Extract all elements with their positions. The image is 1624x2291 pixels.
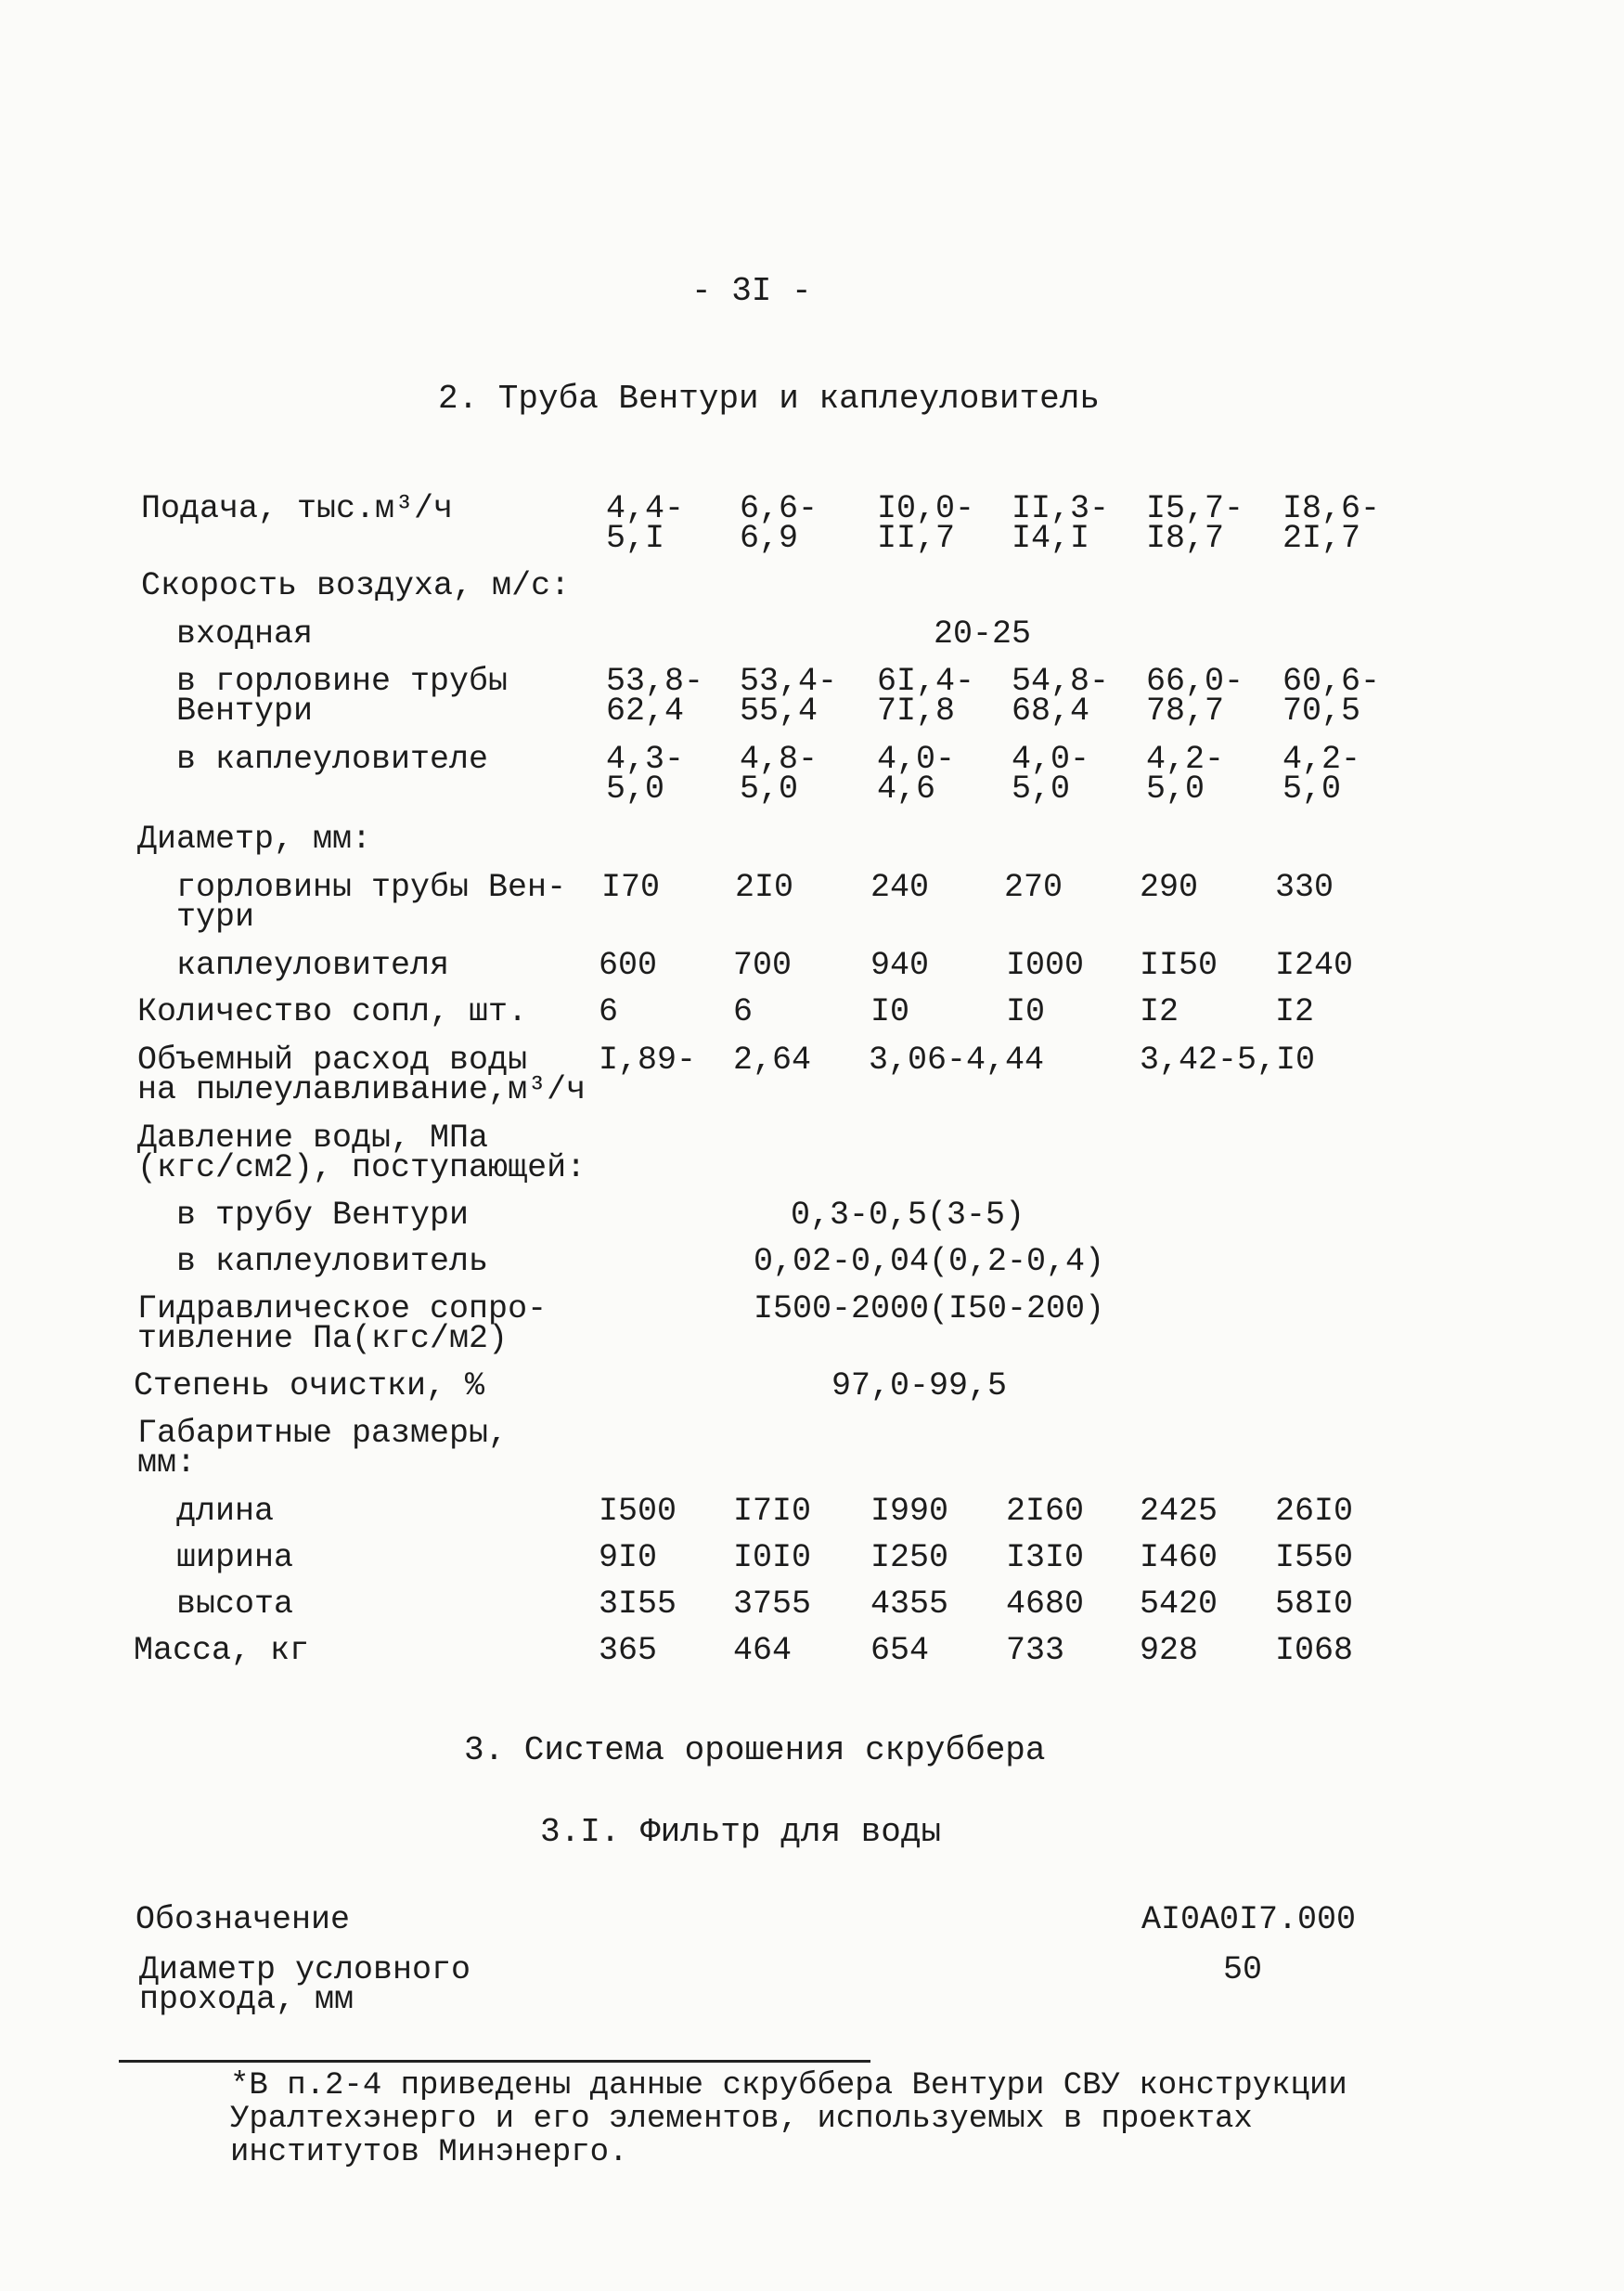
podacha-value: I0,0- II,7 bbox=[877, 490, 975, 557]
d-gorloviny-value: 290 bbox=[1140, 869, 1199, 906]
label-vysota: высота bbox=[176, 1586, 294, 1623]
d-gorloviny-value: I70 bbox=[601, 869, 661, 906]
gorlovina-value: 66,0- 78,7 bbox=[1146, 663, 1244, 730]
d-kapleulov-value: 600 bbox=[599, 947, 658, 984]
dlina-value: 26I0 bbox=[1275, 1493, 1354, 1530]
dlina-value: I500 bbox=[599, 1493, 677, 1530]
shirina-value: I460 bbox=[1140, 1539, 1218, 1576]
label-diametr-uslovnogo: Диаметр условного прохода, мм bbox=[139, 1951, 471, 2018]
kapleulov-value: 4,8- 5,0 bbox=[740, 741, 818, 808]
podacha-value: 6,6- 6,9 bbox=[740, 490, 818, 557]
gorlovina-value: 60,6- 70,5 bbox=[1282, 663, 1381, 730]
gorlovina-value: 53,8- 62,4 bbox=[606, 663, 704, 730]
d-gorloviny-value: 2I0 bbox=[735, 869, 794, 906]
label-oboznachenie: Обозначение bbox=[135, 1901, 351, 1938]
d-gorloviny-value: 240 bbox=[870, 869, 930, 906]
dlina-value: I7I0 bbox=[733, 1493, 812, 1530]
label-d-gorloviny: горловины трубы Вен- тури bbox=[176, 869, 567, 936]
label-shirina: ширина bbox=[176, 1539, 294, 1576]
d-kapleulov-value: II50 bbox=[1140, 947, 1218, 984]
oboznachenie-value: AI0A0I7.000 bbox=[1141, 1901, 1357, 1938]
label-massa: Масса, кг bbox=[134, 1632, 310, 1669]
massa-value: 464 bbox=[733, 1632, 793, 1669]
podacha-value: II,3- I4,I bbox=[1012, 490, 1110, 557]
vysota-value: 3I55 bbox=[599, 1586, 677, 1623]
label-soprotivlenie: Гидравлическое сопро- тивление Па(кгс/м2) bbox=[137, 1290, 548, 1357]
shirina-value: I250 bbox=[870, 1539, 949, 1576]
label-dlina: длина bbox=[176, 1493, 275, 1530]
d-kapleulov-value: 700 bbox=[733, 947, 793, 984]
vysota-value: 5420 bbox=[1140, 1586, 1218, 1623]
massa-value: I068 bbox=[1275, 1632, 1354, 1669]
section-3-1-title: 3.I. Фильтр для воды bbox=[540, 1813, 942, 1851]
label-v-kapleulov: в каплеуловитель bbox=[176, 1243, 489, 1280]
podacha-value: I8,6- 2I,7 bbox=[1282, 490, 1381, 557]
vysota-value: 3755 bbox=[733, 1586, 812, 1623]
rashod-value: 3,06-4,44 bbox=[869, 1042, 1045, 1079]
dlina-value: I990 bbox=[870, 1493, 949, 1530]
rashod-value: 3,42-5,I0 bbox=[1140, 1042, 1316, 1079]
label-diam-header: Диаметр, мм: bbox=[137, 821, 372, 858]
footnote-separator bbox=[119, 2060, 870, 2063]
kapleulov-value: 4,2- 5,0 bbox=[1146, 741, 1225, 808]
sopla-value: 6 bbox=[733, 993, 754, 1030]
shirina-value: I550 bbox=[1275, 1539, 1354, 1576]
label-kapleulov: в каплеуловителе bbox=[176, 741, 489, 778]
vysota-value: 58I0 bbox=[1275, 1586, 1354, 1623]
label-v-trubu: в трубу Вентури bbox=[176, 1197, 470, 1234]
v-kapleulov-value: 0,02-0,04(0,2-0,4) bbox=[754, 1243, 1105, 1280]
d-kapleulov-value: 940 bbox=[870, 947, 930, 984]
section-3-title: 3. Система орошения скруббера bbox=[464, 1731, 1046, 1769]
vysota-value: 4355 bbox=[870, 1586, 949, 1623]
ochistka-value: 97,0-99,5 bbox=[831, 1367, 1008, 1404]
shirina-value: I0I0 bbox=[733, 1539, 812, 1576]
sopla-value: 6 bbox=[599, 993, 619, 1030]
kapleulov-value: 4,0- 5,0 bbox=[1012, 741, 1090, 808]
sopla-value: I0 bbox=[1006, 993, 1046, 1030]
label-davlenie-header: Давление воды, МПа (кгс/см2), поступающей: bbox=[137, 1120, 586, 1186]
gorlovina-value: 54,8- 68,4 bbox=[1012, 663, 1110, 730]
podacha-value: I5,7- I8,7 bbox=[1146, 490, 1244, 557]
massa-value: 654 bbox=[870, 1632, 930, 1669]
dlina-value: 2I60 bbox=[1006, 1493, 1085, 1530]
label-ochistka: Степень очистки, % bbox=[134, 1367, 485, 1404]
label-d-kapleulov: каплеуловителя bbox=[176, 947, 450, 984]
dlina-value: 2425 bbox=[1140, 1493, 1218, 1530]
podacha-value: 4,4- 5,I bbox=[606, 490, 685, 557]
kapleulov-value: 4,3- 5,0 bbox=[606, 741, 685, 808]
label-rashod: Объемный расход воды на пылеулавливание,м³/ч bbox=[137, 1042, 586, 1108]
d-gorloviny-value: 330 bbox=[1275, 869, 1334, 906]
v-trubu-value: 0,3-0,5(3-5) bbox=[791, 1197, 1025, 1234]
shirina-value: 9I0 bbox=[599, 1539, 658, 1576]
gorlovina-value: 53,4- 55,4 bbox=[740, 663, 838, 730]
d-gorloviny-value: 270 bbox=[1004, 869, 1063, 906]
massa-value: 365 bbox=[599, 1632, 658, 1669]
label-podacha: Подача, тыс.м³/ч bbox=[141, 490, 454, 527]
massa-value: 928 bbox=[1140, 1632, 1199, 1669]
kapleulov-value: 4,2- 5,0 bbox=[1282, 741, 1361, 808]
shirina-value: I3I0 bbox=[1006, 1539, 1085, 1576]
gorlovina-value: 6I,4- 7I,8 bbox=[877, 663, 975, 730]
sopla-value: I2 bbox=[1140, 993, 1179, 1030]
sopla-value: I0 bbox=[870, 993, 910, 1030]
diametr-uslovnogo-value: 50 bbox=[1223, 1951, 1263, 1988]
page-number: - 3I - bbox=[691, 272, 812, 310]
d-kapleulov-value: I000 bbox=[1006, 947, 1085, 984]
kapleulov-value: 4,0- 4,6 bbox=[877, 741, 956, 808]
vhodnaya-value: 20-25 bbox=[934, 615, 1032, 653]
label-gabarit-header: Габаритные размеры, мм: bbox=[137, 1415, 509, 1482]
footnote: *В п.2-4 приведены данные скруббера Вентури СВУ конструкции Уралтехэнерго и его элементов, используемых в проектах институтов Минэнерго. bbox=[230, 2068, 1347, 2170]
label-gorlovina: в горловине трубы Вентури bbox=[176, 663, 509, 730]
section-2-title: 2. Труба Вентури и каплеуловитель bbox=[438, 380, 1100, 418]
vysota-value: 4680 bbox=[1006, 1586, 1085, 1623]
label-vhodnaya: входная bbox=[176, 615, 314, 653]
rashod-value: 2,64 bbox=[733, 1042, 812, 1079]
d-kapleulov-value: I240 bbox=[1275, 947, 1354, 984]
sopla-value: I2 bbox=[1275, 993, 1315, 1030]
label-sopla: Количество сопл, шт. bbox=[137, 993, 528, 1030]
soprotivlenie-value: I500-2000(I50-200) bbox=[754, 1290, 1105, 1327]
massa-value: 733 bbox=[1006, 1632, 1065, 1669]
label-speed-header: Скорость воздуха, м/с: bbox=[141, 567, 571, 604]
rashod-value: I,89- bbox=[599, 1042, 697, 1079]
